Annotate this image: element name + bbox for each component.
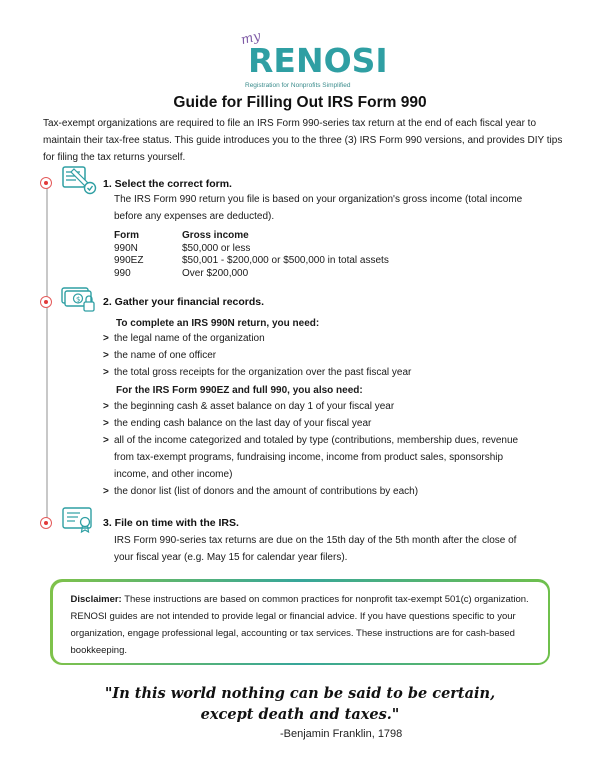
quote-line-1: "In this world nothing can be said to be certain, — [104, 685, 496, 702]
quote-line-2: except death and taxes." — [200, 706, 400, 723]
table-cell: $50,001 - $200,000 or $500,000 in total assets — [182, 255, 389, 266]
timeline-dot-3 — [40, 517, 52, 529]
chevron-right-icon: > — [103, 401, 109, 412]
list-item-text: the total gross receipts for the organization over the past fiscal year — [114, 367, 412, 378]
step-1-text: The IRS Form 990 return you file is based on your organization's gross income (total income before any expenses are deducted). — [114, 194, 523, 222]
timeline-line — [46, 187, 48, 523]
chevron-right-icon: > — [103, 350, 109, 361]
table-header-income: Gross income — [182, 230, 249, 241]
certificate-icon — [60, 505, 98, 535]
timeline-dot-2 — [40, 296, 52, 308]
step-3-text: IRS Form 990-series tax returns are due on the 15th day of the 5th month after the close of your fiscal year (e.g. May 15 for calendar year filers). — [114, 535, 517, 563]
chevron-right-icon: > — [103, 435, 109, 446]
logo-name: RENOSI — [248, 41, 388, 80]
timeline-dot-1 — [40, 177, 52, 189]
list-item — [103, 483, 533, 500]
list-item — [103, 364, 533, 381]
list-item-text: the beginning cash & asset balance on day 1 of your fiscal year — [114, 401, 395, 412]
logo-tagline: Registration for Nonprofits Simplified — [245, 82, 351, 89]
table-row — [114, 268, 389, 281]
step-2-title: 2. Gather your financial records. — [103, 296, 265, 308]
logo-my: my — [239, 28, 263, 49]
money-records-icon — [60, 284, 98, 314]
list-item — [103, 415, 533, 432]
step-3-title: 3. File on time with the IRS. — [103, 517, 239, 529]
table-cell: 990N — [114, 242, 138, 254]
list-990ez — [103, 398, 533, 500]
list-item — [103, 330, 533, 347]
chevron-right-icon: > — [103, 333, 109, 344]
chevron-right-icon: > — [103, 486, 109, 497]
list-990n — [103, 330, 533, 381]
form-income-table — [114, 230, 389, 280]
page-title: Guide for Filling Out IRS Form 990 — [173, 94, 427, 111]
list-item — [103, 347, 533, 364]
list-item-text: the ending cash balance on the last day of your fiscal year — [114, 418, 372, 429]
list-item — [103, 398, 533, 415]
table-header — [114, 230, 389, 243]
table-cell: 990 — [114, 267, 131, 279]
list-item-text: the donor list (list of donors and the amount of contributions by each) — [114, 486, 419, 497]
disclaimer-box — [50, 579, 550, 665]
table-cell: $50,000 or less — [182, 242, 251, 254]
disclaimer-label: Disclaimer: — [70, 593, 122, 605]
form-check-icon — [60, 165, 98, 195]
list-item — [103, 432, 533, 483]
disclaimer-content — [53, 582, 548, 663]
table-row — [114, 243, 389, 256]
quote — [0, 683, 600, 725]
list-item-text: the legal name of the organization — [114, 333, 265, 344]
intro-paragraph: Tax-exempt organizations are required to file an IRS Form 990-series tax return at the end of each fiscal year to maintain their tax-free status. This guide introduces you to the three (3) IRS Form 990 versions, and provides DIY tips for filing the tax returns yourself. — [43, 118, 563, 163]
disclaimer-text: These instructions are based on common practices for nonprofit tax-exempt 501(c) organization. RENOSI guides are not intended to provide legal or financial advice. If you have questions specific to your organization, engage professional legal, accounting or tax services. These instructions are for cash-based bookkeeping. — [70, 593, 529, 656]
quote-attribution: -Benjamin Franklin, 1798 — [280, 728, 403, 740]
table-row — [114, 255, 389, 268]
table-cell: Over $200,000 — [182, 267, 249, 279]
step-2-subhead-990ez: For the IRS Form 990EZ and full 990, you also need: — [116, 385, 363, 396]
table-cell: 990EZ — [114, 255, 144, 266]
table-header-form: Form — [114, 230, 139, 241]
chevron-right-icon: > — [103, 418, 109, 429]
list-item-text: the name of one officer — [114, 350, 217, 361]
svg-text:$: $ — [76, 295, 81, 304]
list-item-text: all of the income categorized and totaled by type (contributions, membership dues, revenue from tax-exempt programs, fundraising income, income from product sales, sponsorship income, and other income) — [114, 435, 519, 480]
step-2-subhead-990n: To complete an IRS 990N return, you need: — [116, 318, 320, 329]
chevron-right-icon: > — [103, 367, 109, 378]
step-1-title: 1. Select the correct form. — [103, 178, 232, 190]
